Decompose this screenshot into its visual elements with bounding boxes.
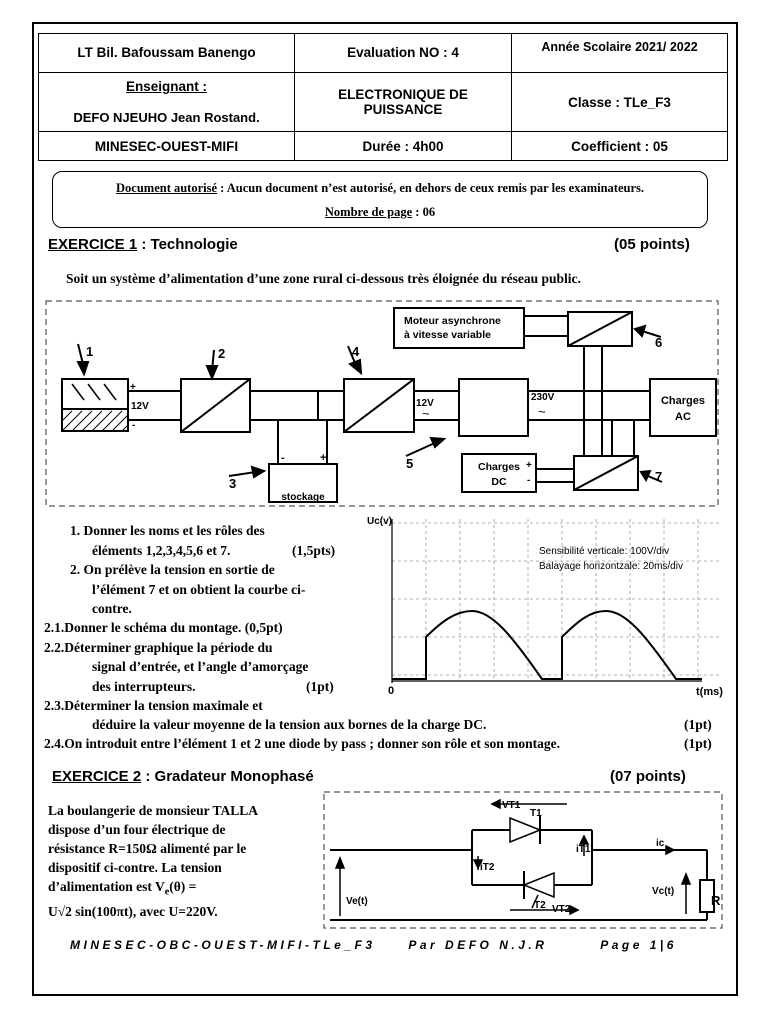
- motor-label1: Moteur asynchrone: [404, 315, 501, 327]
- motor-label2: à vitesse variable: [404, 329, 491, 341]
- inverter-5: [459, 379, 528, 436]
- panel-minus: -: [132, 420, 136, 431]
- label-7: 7: [655, 469, 663, 484]
- storage-label: stockage: [281, 492, 325, 503]
- label-12v-ac: 12V: [416, 398, 434, 409]
- q22-line3: des interrupteurs. (1pt): [92, 678, 334, 694]
- label-vt1: VT1: [502, 800, 521, 811]
- label-3: 3: [229, 476, 237, 491]
- label-t1: T1: [530, 808, 542, 819]
- storage-minus: -: [281, 452, 285, 464]
- oscilloscope-figure: [362, 511, 726, 701]
- ministry: MINESEC-OUEST-MIFI: [39, 132, 295, 161]
- label-2: 2: [218, 346, 226, 361]
- ex2-line4: dispositif ci-contre. La tension: [48, 860, 222, 875]
- coefficient: Coefficient : 05: [512, 132, 728, 161]
- q1-line1: 1. Donner les noms et les rôles des: [70, 523, 265, 538]
- storage-plus: +: [320, 452, 327, 464]
- page-count-label: Nombre de page: [324, 205, 413, 219]
- motor-box: [394, 308, 524, 348]
- scope-origin: 0: [388, 685, 395, 697]
- scope-waveform: [392, 611, 702, 679]
- dc-minus: -: [527, 475, 531, 486]
- q2-line1: 2. On prélève la tension en sortie de: [70, 562, 275, 577]
- label-ve: Ve(t): [346, 896, 368, 907]
- thyristor-t1: [510, 816, 554, 844]
- tilde-230v: ~: [538, 404, 546, 419]
- ex2-line6: U√2 sin(100πt), avec U=220V.: [48, 903, 218, 919]
- footer: [70, 938, 677, 952]
- subject-cell: [295, 72, 512, 131]
- exercise2-text: [48, 801, 258, 921]
- q24: 2.4.On introduit entre l’élément 1 et 2 une diode by pass ; donner son rôle et son montage.: [44, 736, 561, 751]
- class-cell: Classe : TLe_F3: [512, 72, 728, 131]
- tilde-12v: ~: [422, 406, 430, 421]
- scope-horizontal-sweep: Balayage horizontzale: 20ms/div: [539, 561, 683, 572]
- q2-line2: l’élément 7 et on obtient la courbe ci-: [92, 581, 306, 597]
- exercise2-title: EXERCICE 2 : Gradateur Monophasé: [52, 768, 314, 785]
- label-5: 5: [406, 456, 414, 471]
- school-year: Année Scolaire 2021/ 2022: [512, 34, 728, 73]
- document-label: Document autorisé: [116, 181, 218, 195]
- converter-4: [344, 379, 414, 432]
- label-230v: 230V: [531, 392, 555, 403]
- label-vc: Vc(t): [652, 886, 675, 897]
- footer-left: MINESEC-OBC-OUEST-MIFI-TLe_F3: [70, 938, 376, 952]
- document-notice-box: [52, 171, 708, 228]
- label-vt2: VT2: [552, 904, 571, 915]
- school-name: LT Bil. Bafoussam Banengo: [39, 34, 295, 73]
- scope-x-label: t(ms): [696, 686, 723, 698]
- charges-dc-label1: Charges: [477, 461, 521, 473]
- label-4: 4: [352, 344, 360, 359]
- gradateur-circuit: [322, 790, 724, 932]
- label-it2: iT2: [480, 862, 495, 873]
- exercise1-title: EXERCICE 1 : Technologie: [48, 236, 238, 253]
- resistor-label: R: [711, 893, 721, 908]
- q2-line3: contre.: [92, 601, 132, 616]
- thyristor-t2: [510, 871, 554, 908]
- page-count-value: : 06: [412, 205, 436, 219]
- document-text: : Aucun document n’est autorisé, en dehors de ceux remis par les examinateurs.: [217, 181, 644, 195]
- label-1: 1: [86, 344, 94, 359]
- power-system-diagram: [44, 296, 722, 508]
- scope-grid: [392, 519, 722, 681]
- ex2-line1: La boulangerie de monsieur TALLA: [48, 803, 259, 818]
- duration: Durée : 4h00: [295, 132, 512, 161]
- converter-2: [181, 379, 250, 432]
- charges-ac-box: [650, 379, 716, 436]
- charges-dc-label2: DC: [491, 476, 507, 488]
- label-ic: ic: [656, 838, 665, 849]
- page-count: [53, 205, 707, 220]
- question-list-part1: [70, 521, 360, 619]
- header-table: [38, 33, 728, 161]
- footer-middle: Par DEFO N.J.R: [408, 938, 548, 952]
- panel-plus: +: [130, 382, 136, 393]
- document-notice: [53, 181, 707, 196]
- converter-6: [568, 312, 632, 346]
- scope-vertical-sensitivity: Sensibilité verticale: 100V/div: [539, 546, 670, 557]
- dc-plus: +: [526, 460, 532, 471]
- teacher-name: DEFO NJEUHO Jean Rostand.: [73, 110, 260, 126]
- label-t2: T2: [534, 900, 546, 911]
- ex2-line3: résistance R=150Ω alimenté par le: [48, 841, 247, 856]
- exercise1-points: (05 points): [614, 236, 690, 253]
- ex2-line5: d’alimentation est $V_e(\theta)$ =: [48, 879, 197, 898]
- charges-dc-box: [462, 454, 536, 492]
- exercise1-intro: Soit un système d’alimentation d’une zone rural ci-dessous très éloignée du réseau public.: [66, 271, 581, 286]
- solar-panel: [62, 379, 128, 431]
- q23-points: (1pt): [684, 717, 712, 732]
- ex2-line2: dispose d’un four électrique de: [48, 822, 226, 837]
- q23-line1: 2.3.Déterminer la tension maximale et: [44, 698, 263, 713]
- footer-right: Page 1|6: [600, 938, 677, 952]
- q24-points: (1pt): [684, 736, 712, 751]
- teacher-label: Enseignant :: [125, 79, 207, 95]
- scope-y-label: Uc(v): [367, 516, 393, 527]
- q21: 2.1.Donner le schéma du montage. (0,5pt): [44, 620, 283, 635]
- q23-line2: déduire la valeur moyenne de la tension aux bornes de la charge DC.: [92, 717, 487, 732]
- evaluation-number: Evaluation NO : 4: [295, 34, 512, 73]
- teacher-cell: [39, 72, 295, 131]
- label-it1: iT1: [576, 844, 591, 855]
- rectifier-7: [574, 456, 638, 490]
- charges-ac-label1: Charges: [660, 395, 706, 407]
- label-12v-panel: 12V: [131, 401, 149, 412]
- exercise2-points: (07 points): [610, 768, 686, 785]
- q1-line2: éléments 1,2,3,4,5,6 et 7. (1,5pts): [92, 542, 336, 558]
- q22-line2: signal d’entrée, et l’angle d’amorçage: [92, 659, 309, 674]
- subject-line1: ELECTRONIQUE DE: [338, 87, 468, 103]
- question-list-part2: [44, 618, 364, 716]
- q22-line1: 2.2.Déterminer graphique la période du: [44, 639, 273, 655]
- subject-line2: PUISSANCE: [363, 102, 443, 118]
- charges-ac-label2: AC: [675, 411, 691, 423]
- label-6: 6: [655, 335, 663, 350]
